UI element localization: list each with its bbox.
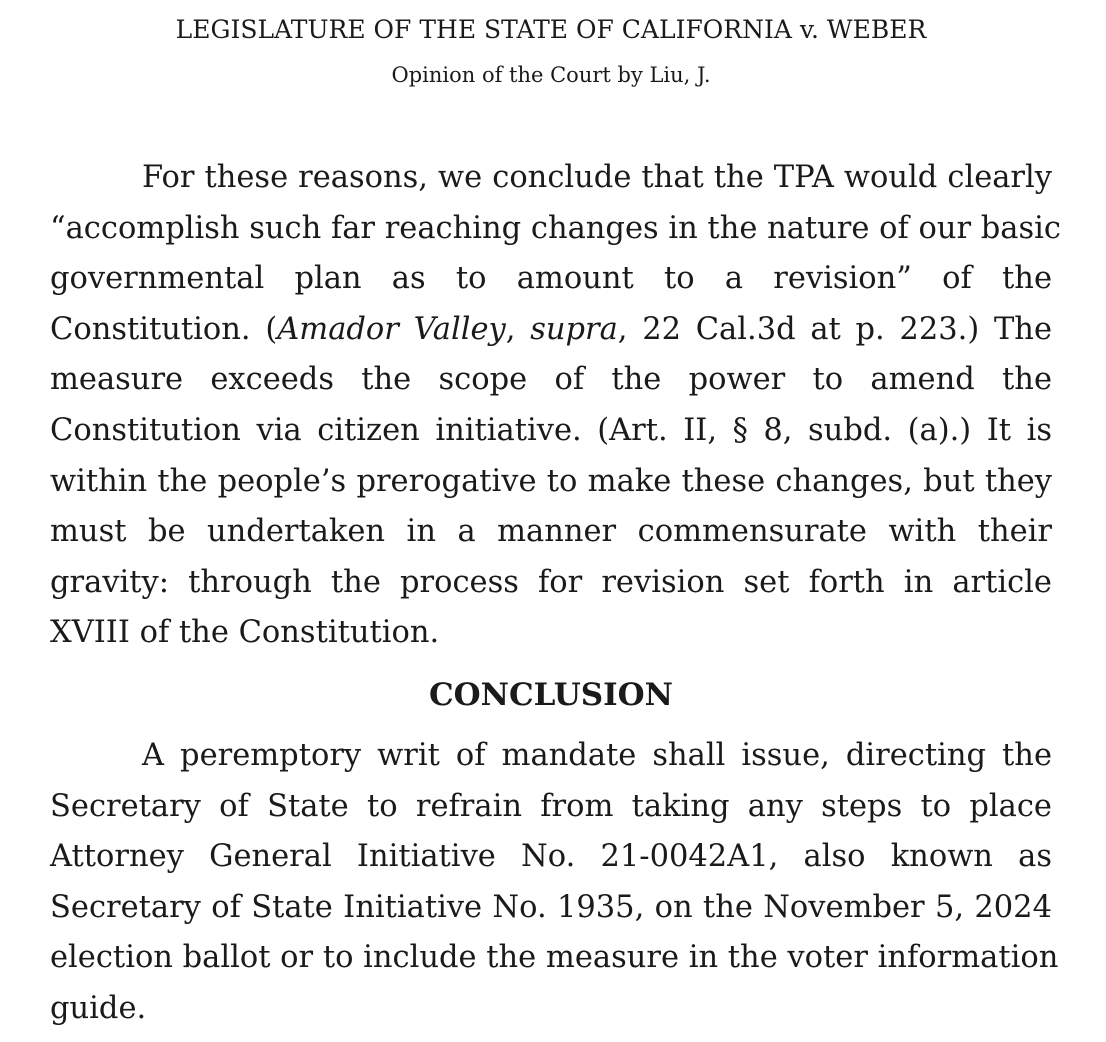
supra-signal: supra <box>530 311 618 347</box>
paragraph-line: XVIII of the Constitution. <box>50 615 440 651</box>
paragraph-line: For these reasons, we conclude that the TPA would clearly <box>142 160 1052 195</box>
paragraph-line: governmental plan as to amount to a revision” of the <box>50 261 1052 297</box>
conclusion-heading: CONCLUSION <box>428 677 674 713</box>
opinion-author-line: Opinion of the Court by Liu, J. <box>391 63 711 87</box>
case-name: Amador Valley <box>277 311 506 347</box>
conclusion-paragraph <box>50 731 1059 1035</box>
paragraph-line: Secretary of State to refrain from taking any steps to place <box>50 788 1052 824</box>
paragraph-line: must be undertaken in a manner commensurate with their <box>50 514 1052 550</box>
paragraph-line: measure exceeds the scope of the power to amend the <box>50 362 1052 398</box>
citation-prefix: Constitution. ( <box>50 311 278 347</box>
reasoning-paragraph <box>50 153 1061 659</box>
citation-separator: , <box>505 311 531 347</box>
paragraph-line-citation <box>50 305 1052 356</box>
paragraph-line: Constitution via citizen initiative. (Art. II, § 8, subd. (a).) It is <box>50 412 1052 448</box>
paragraph-line: Attorney General Initiative No. 21-0042A1, also known as <box>50 839 1052 875</box>
paragraph-line: election ballot or to include the measure in the voter information <box>50 940 1059 976</box>
paragraph-line: within the people’s prerogative to make these changes, but they <box>50 463 1052 499</box>
citation-reporter: , 22 Cal.3d at p. 223.) The <box>617 311 1052 347</box>
paragraph-line: A peremptory writ of mandate shall issue, directing the <box>142 738 1052 773</box>
paragraph-line: guide. <box>50 990 147 1026</box>
paragraph-line: Secretary of State Initiative No. 1935, on the November 5, 2024 <box>50 889 1052 925</box>
paragraph-line: “accomplish such far reaching changes in the nature of our basic <box>50 210 1061 246</box>
paragraph-line: gravity: through the process for revision set forth in article <box>50 564 1052 600</box>
case-caption: LEGISLATURE OF THE STATE OF CALIFORNIA v. WEBER <box>175 15 927 44</box>
